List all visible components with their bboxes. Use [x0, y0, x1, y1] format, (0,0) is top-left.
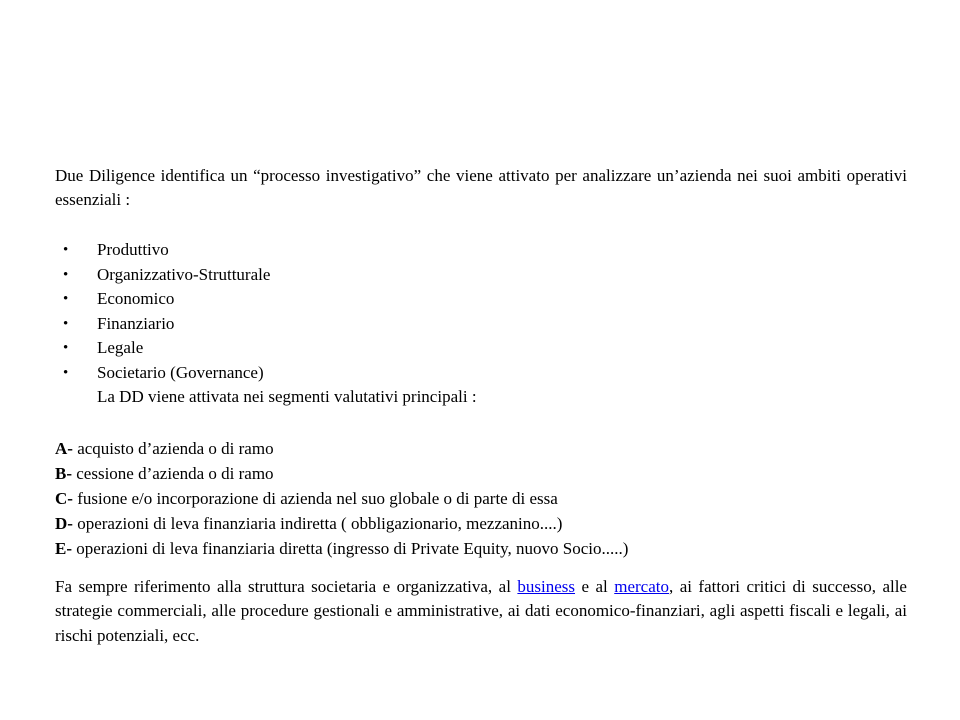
- segment-line-e: [55, 536, 907, 561]
- segment-label: A-: [55, 438, 73, 458]
- closing-text: Fa sempre riferimento alla struttura societaria e organizzativa, al: [55, 576, 518, 596]
- bullet-list: [55, 238, 907, 385]
- segment-line-a: [55, 436, 907, 461]
- bullet-icon: •: [63, 242, 69, 258]
- segments-intro-line: La DD viene attivata nei segmenti valutativi principali :: [97, 387, 477, 406]
- bullet-text: Legale: [97, 338, 144, 357]
- segment-label: C-: [55, 488, 73, 508]
- closing-text: , ai fattori critici di successo, alle strategie commerciali, alle procedure gestionali e amministrative, ai dati economico-finanziari, agli aspetti fiscali e legali, ai rischi potenziali, ecc.: [55, 576, 907, 645]
- segment-text: fusione e/o incorporazione di azienda nel suo globale o di parte di essa: [72, 488, 558, 508]
- segment-text: acquisto d’azienda o di ramo: [72, 438, 274, 458]
- segment-list: [55, 436, 907, 561]
- list-item: [55, 361, 907, 386]
- bullet-text: Organizzativo-Strutturale: [97, 264, 271, 284]
- mercato-link[interactable]: mercato: [614, 576, 669, 596]
- bullet-icon: •: [63, 315, 69, 332]
- segment-text: operazioni di leva finanziaria diretta (ingresso di Private Equity, nuovo Socio.....): [72, 538, 629, 558]
- list-item: [55, 263, 907, 288]
- bullet-icon: •: [63, 266, 69, 283]
- segment-text: operazioni di leva finanziaria indiretta ( obbligazionario, mezzanino....): [72, 513, 563, 533]
- slide-content: [55, 164, 907, 648]
- bullet-text: Economico: [97, 289, 175, 308]
- segment-line-d: [55, 511, 907, 536]
- bullet-text: Finanziario: [97, 313, 175, 333]
- segment-text: cessione d’azienda o di ramo: [72, 463, 274, 483]
- bullet-icon: •: [63, 340, 69, 356]
- bullet-text: Produttivo: [97, 240, 169, 259]
- segment-label: E-: [55, 538, 72, 558]
- list-item: [55, 287, 907, 312]
- segment-line-b: [55, 461, 907, 486]
- list-item: [55, 336, 907, 361]
- list-item: [55, 238, 907, 263]
- business-link[interactable]: business: [517, 576, 576, 596]
- intro-paragraph: Due Diligence identifica un “processo investigativo” che viene attivato per analizzare un’azienda nei suoi ambiti operativi essenziali :: [55, 166, 907, 209]
- segment-label: D-: [55, 513, 73, 533]
- closing-text: e al: [575, 576, 615, 596]
- bullet-icon: •: [63, 291, 69, 307]
- closing-paragraph: [55, 575, 907, 649]
- segment-line-c: [55, 486, 907, 511]
- bullet-text: Societario (Governance): [97, 362, 264, 382]
- list-item: [55, 312, 907, 337]
- bullet-icon: •: [63, 364, 69, 381]
- segment-label: B-: [55, 463, 72, 483]
